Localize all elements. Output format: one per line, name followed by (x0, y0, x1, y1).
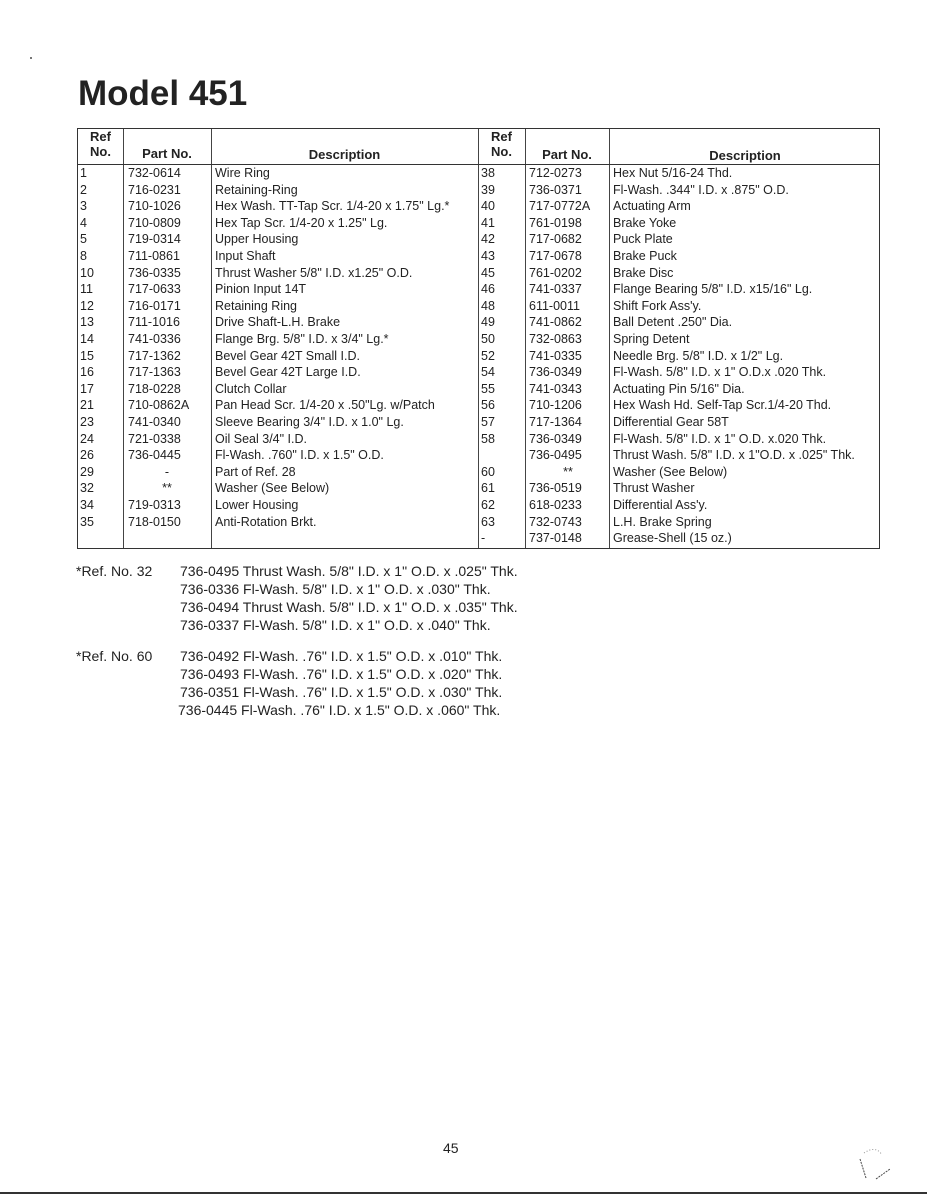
part-no-cell: 712-0273 (529, 166, 582, 180)
description-cell: Actuating Arm (613, 199, 691, 214)
left-description-header: Description (308, 147, 381, 162)
ref-no-cell: 38 (481, 166, 495, 180)
part-no-cell: 716-0171 (128, 298, 181, 313)
ref-no-cell: 24 (80, 431, 94, 446)
description-cell: Thrust Washer (613, 481, 695, 496)
part-no-cell: 741-0336 (128, 332, 181, 346)
ref-no-cell: 4 (80, 215, 87, 230)
ref-no-cell: 54 (481, 365, 495, 380)
description-cell: Washer (See Below) (215, 481, 330, 496)
table-row (78, 480, 881, 497)
part-no-cell: 736-0495 (529, 448, 582, 463)
table-row (78, 314, 881, 331)
part-no-cell: 711-1016 (128, 315, 180, 330)
table-row (78, 281, 881, 298)
ref-header-line2: No. (491, 144, 512, 159)
ref-no-cell: 52 (481, 348, 495, 363)
right-description-header: Description (709, 148, 781, 163)
ref-no-cell: 21 (80, 398, 94, 413)
description-cell: Wire Ring (215, 166, 270, 180)
ref-no-cell: 11 (80, 282, 93, 297)
part-no-cell: ** (563, 464, 573, 479)
part-no-cell: 718-0150 (128, 514, 181, 529)
bottom-rule (0, 1192, 927, 1194)
ref-no-cell: 42 (481, 232, 495, 247)
ref-no-cell: 57 (481, 415, 495, 429)
description-cell: Puck Plate (613, 232, 673, 247)
part-no-cell: 719-0313 (128, 498, 181, 512)
description-cell: Hex Nut 5/16-24 Thd. (613, 166, 733, 180)
description-cell: Thrust Washer 5/8" I.D. x1.25" O.D. (215, 265, 413, 280)
part-no-cell: 717-1363 (128, 365, 181, 380)
part-no-cell: 741-0335 (529, 348, 582, 363)
part-no-cell: 741-0337 (529, 282, 582, 297)
part-no-cell: 716-0231 (128, 182, 181, 197)
part-no-cell: 717-1362 (128, 348, 181, 363)
ref-no-cell: 1 (80, 166, 87, 180)
part-no-cell: 761-0202 (529, 265, 582, 280)
left-part-header: Part No. (142, 146, 192, 161)
part-no-cell: 721-0338 (128, 431, 181, 446)
description-cell: Clutch Collar (215, 381, 287, 396)
ref-no-cell: 14 (80, 332, 94, 346)
part-no-cell: 736-0349 (529, 431, 582, 446)
table-row (78, 182, 881, 199)
part-no-cell: 737-0148 (529, 531, 582, 546)
table-row (78, 231, 881, 248)
right-part-header: Part No. (542, 147, 592, 162)
description-cell: Bevel Gear 42T Small I.D. (215, 348, 360, 363)
ref-no-cell: 39 (481, 182, 495, 197)
table-row (78, 331, 881, 348)
description-cell: Lower Housing (215, 498, 299, 512)
ref-no-cell: 48 (481, 298, 495, 313)
description-cell: Input Shaft (215, 249, 276, 263)
ref-no-cell: 40 (481, 199, 495, 214)
description-cell: Hex Wash Hd. Self-Tap Scr.1/4-20 Thd. (613, 398, 832, 413)
ref-header-line1: Ref (491, 129, 512, 144)
footnote-label: *Ref. No. 60 (76, 648, 153, 664)
ref-header-line2: No. (90, 144, 111, 159)
footnote-line: 736-0492 Fl-Wash. .76" I.D. x 1.5" O.D. x .010" Thk. (180, 648, 503, 664)
part-no-cell: 710-1026 (128, 199, 181, 214)
description-cell: Flange Brg. 5/8" I.D. x 3/4" Lg.* (215, 332, 389, 346)
table-row (78, 298, 881, 315)
description-cell: Retaining Ring (215, 298, 297, 313)
description-cell: Brake Disc (613, 265, 674, 280)
ref-no-cell: 60 (481, 464, 495, 479)
description-cell: Pan Head Scr. 1/4-20 x .50"Lg. w/Patch (215, 398, 435, 413)
ref-no-cell: 63 (481, 514, 495, 529)
ref-no-cell: 15 (80, 348, 94, 363)
description-cell: Thrust Wash. 5/8" I.D. x 1"O.D. x .025" Thk. (613, 448, 855, 463)
table-row (78, 530, 881, 547)
table-row (78, 198, 881, 215)
table-row (78, 348, 881, 365)
ref-no-cell: 3 (80, 199, 87, 214)
description-cell: Shift Fork Ass'y. (613, 298, 702, 313)
table-row (78, 215, 881, 232)
part-no-cell: 710-0809 (128, 215, 181, 230)
part-no-cell: 732-0614 (128, 166, 181, 180)
ref-no-cell: 5 (80, 232, 87, 247)
description-cell: Differential Gear 58T (613, 415, 729, 429)
ref-no-cell: 29 (80, 464, 94, 479)
part-no-cell: 618-0233 (529, 498, 582, 512)
description-cell: Brake Puck (613, 249, 677, 263)
description-cell: Flange Bearing 5/8" I.D. x15/16" Lg. (613, 282, 813, 297)
table-row (78, 447, 881, 464)
ref-no-cell: 58 (481, 431, 495, 446)
description-cell: Fl-Wash. 5/8" I.D. x 1" O.D.x .020 Thk. (613, 365, 827, 380)
description-cell: Pinion Input 14T (215, 282, 307, 297)
description-cell: Differential Ass'y. (613, 498, 708, 512)
table-row (78, 165, 881, 182)
ref-header-line1: Ref (90, 129, 111, 144)
ref-no-cell: 10 (80, 265, 94, 280)
ref-no-cell: 17 (80, 381, 94, 396)
description-cell: Bevel Gear 42T Large I.D. (215, 365, 361, 380)
ref-no-cell: 32 (80, 481, 94, 496)
part-no-cell: 719-0314 (128, 232, 181, 247)
part-no-cell: 718-0228 (128, 381, 181, 396)
ref-no-cell: 50 (481, 332, 495, 346)
part-no-cell: 717-0678 (529, 249, 582, 263)
description-cell: Fl-Wash. .760" I.D. x 1.5" O.D. (215, 448, 384, 463)
table-row (78, 514, 881, 531)
description-cell: Hex Tap Scr. 1/4-20 x 1.25" Lg. (215, 215, 388, 230)
description-cell: Ball Detent .250" Dia. (613, 315, 733, 330)
ref-no-cell: 49 (481, 315, 495, 330)
table-row (78, 397, 881, 414)
table-row (78, 464, 881, 481)
description-cell: Washer (See Below) (613, 464, 728, 479)
description-cell: Needle Brg. 5/8" I.D. x 1/2" Lg. (613, 348, 784, 363)
part-no-cell: 761-0198 (529, 215, 582, 230)
part-no-cell: 717-0633 (128, 282, 181, 297)
part-no-cell: 736-0519 (529, 481, 582, 496)
ref-no-cell: 61 (481, 481, 495, 496)
description-cell: Oil Seal 3/4" I.D. (215, 431, 307, 446)
ref-no-cell: 2 (80, 182, 87, 197)
ref-no-cell: 8 (80, 249, 87, 263)
ref-no-cell: 43 (481, 249, 495, 263)
footnote-line: 736-0337 Fl-Wash. 5/8" I.D. x 1" O.D. x .040" Thk. (180, 617, 491, 633)
description-cell: Retaining-Ring (215, 182, 298, 197)
table-row (78, 265, 881, 282)
footnote-line: 736-0494 Thrust Wash. 5/8" I.D. x 1" O.D. x .035" Thk. (180, 599, 518, 615)
footnote-label: *Ref. No. 32 (76, 563, 153, 579)
scan-corner-mark (856, 1145, 896, 1185)
description-cell: Grease-Shell (15 oz.) (613, 531, 732, 546)
right-ref-header (478, 129, 525, 159)
part-no-cell: 732-0863 (529, 332, 582, 346)
ref-no-cell: 56 (481, 398, 495, 413)
ref-no-cell: - (481, 531, 486, 546)
ref-no-cell: 16 (80, 365, 94, 380)
part-no-cell: ** (162, 481, 172, 496)
ref-no-cell: 41 (481, 215, 495, 230)
page-number: 45 (443, 1140, 459, 1156)
description-cell: Hex Wash. TT-Tap Scr. 1/4-20 x 1.75" Lg.* (215, 199, 450, 214)
part-no-cell: 717-0772A (529, 199, 591, 214)
ref-no-cell: 45 (481, 265, 495, 280)
table-row (78, 364, 881, 381)
ref-no-cell: 62 (481, 498, 495, 512)
part-no-cell: 710-1206 (529, 398, 582, 413)
scan-speck (30, 57, 32, 59)
part-no-cell: 710-0862A (128, 398, 190, 413)
part-no-cell: 736-0445 (128, 448, 181, 463)
parts-table (77, 128, 880, 549)
part-no-cell: 711-0861 (128, 249, 180, 263)
footnote-line: 736-0336 Fl-Wash. 5/8" I.D. x 1" O.D. x .030" Thk. (180, 581, 491, 597)
footnote-line: 736-0495 Thrust Wash. 5/8" I.D. x 1" O.D. x .025" Thk. (180, 563, 518, 579)
part-no-cell: 717-1364 (529, 415, 582, 429)
description-cell: Drive Shaft-L.H. Brake (215, 315, 341, 330)
part-no-cell: 736-0335 (128, 265, 181, 280)
description-cell: Upper Housing (215, 232, 299, 247)
description-cell: L.H. Brake Spring (613, 514, 712, 529)
part-no-cell: - (164, 464, 170, 479)
table-row (78, 248, 881, 265)
description-cell: Brake Yoke (613, 215, 677, 230)
description-cell: Sleeve Bearing 3/4" I.D. x 1.0" Lg. (215, 415, 404, 429)
footnote-line: 736-0493 Fl-Wash. .76" I.D. x 1.5" O.D. x .020" Thk. (180, 666, 503, 682)
table-row (78, 431, 881, 448)
part-no-cell: 611-0011 (529, 298, 580, 313)
description-cell: Anti-Rotation Brkt. (215, 514, 317, 529)
footnote-line: 736-0351 Fl-Wash. .76" I.D. x 1.5" O.D. x .030" Thk. (180, 684, 503, 700)
part-no-cell: 736-0371 (529, 182, 582, 197)
part-no-cell: 741-0340 (128, 415, 181, 429)
table-row (78, 497, 881, 514)
left-ref-header (78, 129, 123, 159)
ref-no-cell: 46 (481, 282, 495, 297)
description-cell: Actuating Pin 5/16" Dia. (613, 381, 745, 396)
ref-no-cell: 23 (80, 415, 94, 429)
description-cell: Fl-Wash. 5/8" I.D. x 1" O.D. x.020 Thk. (613, 431, 827, 446)
ref-no-cell: 34 (80, 498, 94, 512)
ref-no-cell: 12 (80, 298, 94, 313)
part-no-cell: 736-0349 (529, 365, 582, 380)
description-cell: Fl-Wash. .344" I.D. x .875" O.D. (613, 182, 789, 197)
description-cell: Part of Ref. 28 (215, 464, 296, 479)
page-title: Model 451 (78, 74, 248, 113)
ref-no-cell: 55 (481, 381, 495, 396)
footnote-line: 736-0445 Fl-Wash. .76" I.D. x 1.5" O.D. x .060" Thk. (178, 702, 501, 718)
description-cell: Spring Detent (613, 332, 690, 346)
part-no-cell: 717-0682 (529, 232, 582, 247)
ref-no-cell: 35 (80, 514, 94, 529)
table-row (78, 414, 881, 431)
table-row (78, 381, 881, 398)
ref-no-cell: 26 (80, 448, 94, 463)
part-no-cell: 732-0743 (529, 514, 582, 529)
part-no-cell: 741-0343 (529, 381, 582, 396)
part-no-cell: 741-0862 (529, 315, 582, 330)
ref-no-cell: 13 (80, 315, 94, 330)
